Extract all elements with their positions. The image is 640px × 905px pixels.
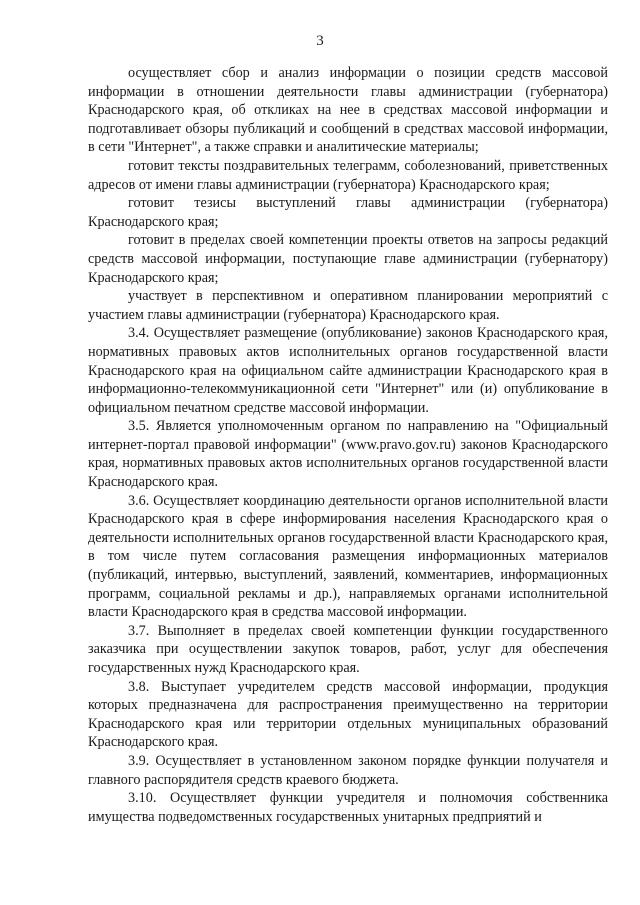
paragraph-3-4: 3.4. Осуществляет размещение (опубликование) законов Краснодарского края, нормативных правовых актов исполнительных органов государственной власти Краснодарского края на официальном сайте администрации Краснодарского края в информационно-телекоммуникационной сети "Интернет" или (и) опубликование в официальном печатном средстве массовой информации. xyxy=(88,325,608,416)
paragraph-3-6: 3.6. Осуществляет координацию деятельности органов исполнительной власти Краснодарского края в сфере информирования населения Краснодарского края о деятельности исполнительных органов государственной власти Краснодарского края, в том числе путем согласования размещения информационных материалов (публикаций, интервью, выступлений, заявлений, комментариев, информационных программ, социальной рекламы и др.), направляемых органами исполнительной власти Краснодарского края в средства массовой информации. xyxy=(88,492,608,621)
paragraph-3-10: 3.10. Осуществляет функции учредителя и полномочия собственника имущества подведомственных государственных унитарных предприятий и xyxy=(88,790,608,825)
paragraph-3-9: 3.9. Осуществляет в установленном законом порядке функции получателя и главного распорядителя средств краевого бюджета. xyxy=(88,752,608,788)
paragraph-media-analysis: осуществляет сбор и анализ информации о позиции средств массовой информации в отношении деятельности главы администрации (губернатора) Краснодарского края, об откликах на нее в средствах массовой информации и подготавливает обзоры публикаций и сообщений в средствах массовой информации, в сети "Интернет", а также справки и аналитические материалы; xyxy=(88,65,608,156)
paragraph-congratulatory-texts: готовит тексты поздравительных телеграмм, соболезнований, приветственных адресов от имени главы администрации (губернатора) Краснодарского края; xyxy=(88,157,608,193)
paragraph-media-request-replies: готовит в пределах своей компетенции проекты ответов на запросы редакций средств массовой информации, поступающие главе администрации (губернатору) Краснодарского края; xyxy=(88,232,608,286)
paragraph-event-planning: участвует в перспективном и оперативном планировании мероприятий с участием главы администрации (губернатора) Краснодарского края. xyxy=(88,288,608,323)
paragraph-3-8: 3.8. Выступает учредителем средств массовой информации, продукция которых предназначена для распространения преимущественно на территории Краснодарского края или территории отдельных муниципальных образований Краснодарского края. xyxy=(88,678,608,751)
page-number: 3 xyxy=(316,33,324,49)
paragraph-speech-theses: готовит тезисы выступлений главы администрации (губернатора) Краснодарского края; xyxy=(88,195,608,230)
paragraph-3-7: 3.7. Выполняет в пределах своей компетенции функции государственного заказчика при осуществлении закупок товаров, работ, услуг для обеспечения государственных нужд Краснодарского края. xyxy=(88,622,608,676)
document-body xyxy=(88,64,608,826)
paragraph-3-5: 3.5. Является уполномоченным органом по направлению на "Официальный интернет-портал правовой информации" (www.pravo.gov.ru) законов Краснодарского края, нормативных правовых актов исполнительных органов государственной власти Краснодарского края. xyxy=(88,418,608,491)
